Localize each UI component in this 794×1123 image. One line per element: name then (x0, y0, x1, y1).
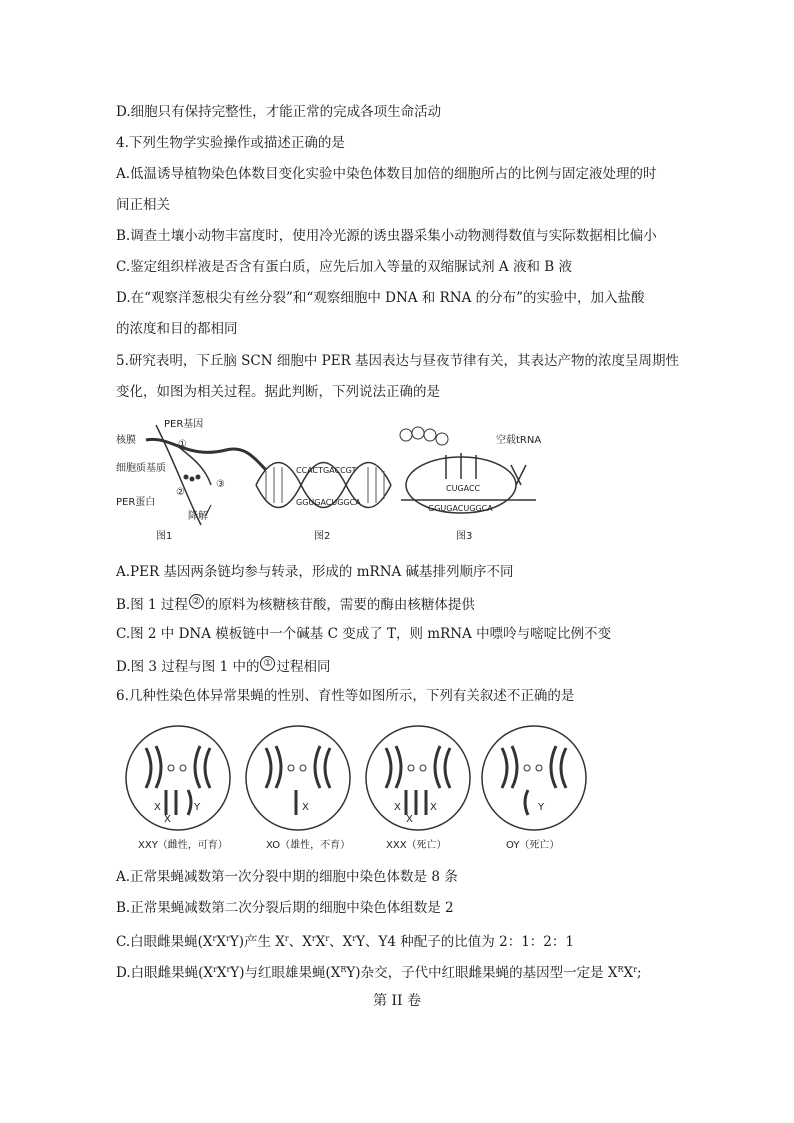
sup: r (226, 965, 231, 974)
q6-option-c-text: 、X (288, 934, 312, 950)
q5-option-d-num: ① (260, 656, 275, 671)
sup: R (617, 965, 624, 974)
fig5-anticodon: CUGACC (446, 484, 481, 493)
q5-option-d (116, 656, 330, 676)
q6-option-c-end: Y4 种配子的比值为 2：1：2：1 (378, 934, 574, 950)
cell-xxy-x1: X (154, 802, 161, 813)
fig5-step3-marker: ③ (216, 479, 225, 490)
cell-xxx-x2: X (406, 814, 413, 825)
figure-5 (116, 415, 556, 545)
q4-option-a-line1: A.低温诱导植物染色体数目变化实验中染色体数目加倍的细胞所占的比例与固定液处理的时 (116, 166, 657, 182)
q5-option-d-pre: D.图 3 过程与图 1 中的 (116, 659, 260, 675)
q6-option-c: C.白眼雌果蝇$(X^rX^rY)$产生 $X^r$、$X^rX^r$、$X^rY$、Y4 种配子的比值为 2：1：2：1 (116, 934, 574, 950)
q4-option-d-line1: D.在“观察洋葱根尖有丝分裂”和“观察细胞中 DNA 和 RNA 的分布”的实验中，加入盐酸 (116, 290, 645, 306)
sup: r (213, 965, 217, 974)
q5-option-a: A.PER 基因两条链均参与转录，形成的 mRNA 碱基排列顺序不同 (116, 564, 514, 580)
cell-xxx-x3: X (430, 802, 437, 813)
q6-option-c-pre: C.白眼雌果蝇(X (116, 934, 213, 950)
fig5-step1-marker: ① (178, 439, 187, 450)
cell-oy (482, 726, 586, 851)
cell-xxx-x1: X (394, 802, 401, 813)
q6-option-b: B.正常果蝇减数第二次分裂后期的细胞中染色体组数是 2 (116, 900, 454, 916)
fig5-caption-3: 图3 (456, 531, 473, 542)
q5-option-b-num: ② (189, 594, 204, 609)
fig5-step2-marker: ② (176, 487, 185, 498)
sup: r (352, 934, 357, 943)
fig5-empty-trna-label: 空载tRNA (496, 435, 542, 446)
fig6-caption-4: OY（死亡） (506, 840, 560, 851)
q5-stem-line1: 5.研究表明，下丘脑 SCN 细胞中 PER 基因表达与昼夜节律有关，其表达产物的浓度呈周期性 (116, 353, 680, 369)
fig6-caption-3: XXX（死亡） (386, 840, 447, 851)
q6-option-d: D.白眼雌果蝇$(X^rX^rY)$与红眼雄果蝇$(X^RY)$杂交，子代中红眼雌果蝇的基因型一定是 $X^RX^r$; (116, 965, 642, 981)
fig5-caption-1: 图1 (156, 531, 173, 542)
q6-stem: 6.几种性染色体异常果蝇的性别、育性等如图所示，下列有关叙述不正确的是 (116, 688, 575, 704)
q3-option-d: D.细胞只有保持完整性，才能正常的完成各项生命活动 (116, 104, 442, 120)
fig5-per-protein-label: PER蛋白 (116, 497, 156, 508)
cell-xxy-x2: X (164, 814, 171, 825)
fig6-caption-2: XO（雄性，不育） (266, 840, 351, 851)
q6-option-d-pre: D.白眼雌果蝇(X (116, 965, 214, 981)
section-footer: 第 II 卷 (373, 993, 421, 1009)
fig5-cytoplasm-label: 细胞质基质 (116, 463, 166, 474)
cell-xxy-y: Y (194, 802, 201, 813)
sup: r (633, 965, 637, 974)
q4-option-d-line2: 的浓度和目的都相同 (116, 321, 238, 337)
fig5-degrade-label: 降解 (188, 511, 208, 522)
sup: r (311, 934, 316, 943)
fig5-mrna: GGUGACUGGCA (428, 504, 493, 513)
q6-option-c-mid: 产生 X (244, 934, 285, 950)
sup: r (225, 934, 230, 943)
fig6-caption-1: XXY（雌性，可育） (138, 840, 228, 851)
q5-option-b (116, 594, 475, 614)
cell-xo (246, 726, 350, 851)
fig5-per-gene-label: PER基因 (164, 419, 204, 430)
cell-xo-x: X (302, 802, 309, 813)
sup: r (212, 934, 217, 943)
figure-6 (116, 718, 596, 858)
q5-option-b-pre: B.图 1 过程 (116, 597, 188, 613)
cell-oy-y: Y (538, 802, 545, 813)
sup: r (325, 934, 330, 943)
cell-xxy (126, 726, 230, 851)
q5-stem-line2: 变化，如图为相关过程。据此判断，下列说法正确的是 (116, 384, 440, 400)
q6-option-d-mid: Y)与红眼雄果蝇(X (230, 965, 341, 981)
q6-option-d-post: Y)杂交，子代中红眼雌果蝇的基因型一定是 X (346, 965, 618, 981)
fig5-membrane-label: 核膜 (116, 435, 136, 446)
fig5-caption-2: 图2 (314, 531, 331, 542)
q4-option-b: B.调查土壤小动物丰富度时，使用冷光源的诱虫器采集小动物测得数值与实际数据相比偏小 (116, 228, 657, 244)
q4-option-a-line2: 间正相关 (116, 197, 170, 213)
fig5-dna-strand: CCACTGACCGT (296, 466, 357, 475)
sup: r (284, 934, 289, 943)
fig5-panel-1 (116, 417, 266, 542)
q5-option-d-post: 过程相同 (276, 659, 331, 675)
q5-option-c: C.图 2 中 DNA 模板链中一个碱基 C 变成了 T，则 mRNA 中嘌呤与嘧啶比例不变 (116, 626, 612, 642)
cell-xxx (366, 726, 470, 851)
fig5-panel-3 (400, 427, 541, 542)
q6-option-a: A.正常果蝇减数第一次分裂中期的细胞中染色体数是 8 条 (116, 869, 458, 885)
q4-stem: 4.下列生物学实验操作或描述正确的是 (116, 135, 345, 151)
fig5-mrna-strand: GGUGACUGGCA (296, 498, 361, 507)
q4-option-c: C.鉴定组织样液是否含有蛋白质，应先后加入等量的双缩脲试剂 A 液和 B 液 (116, 259, 572, 275)
fig5-panel-2 (256, 463, 391, 543)
sup: R (340, 965, 347, 974)
q5-option-b-post: 的原料为核糖核苷酸，需要的酶由核糖体提供 (204, 597, 475, 613)
